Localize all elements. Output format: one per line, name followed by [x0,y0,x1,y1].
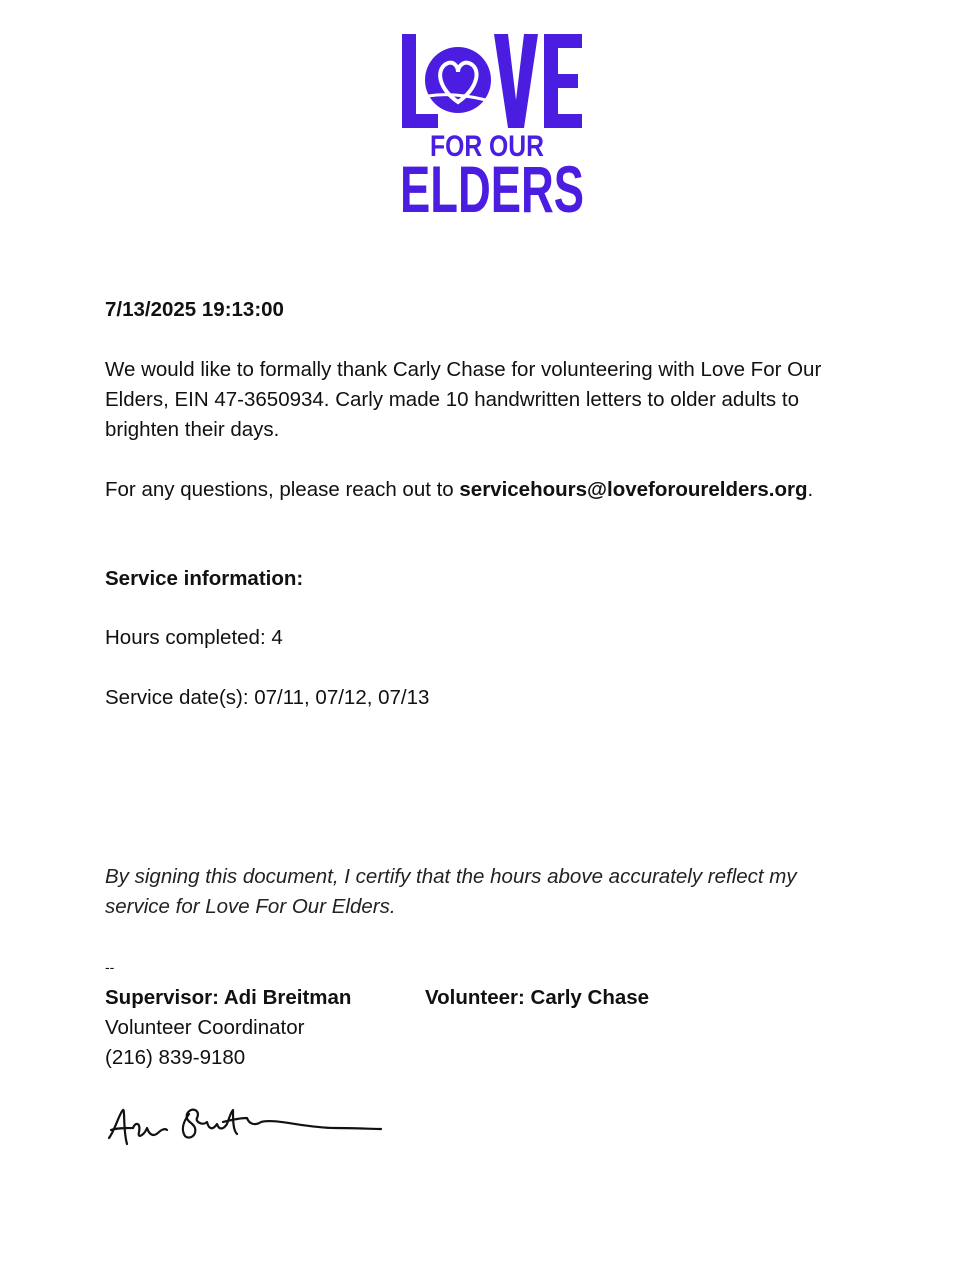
thank-you-paragraph: We would like to formally thank Carly Chase for volunteering with Love For Our Elders, EIN 47-3650934. Carly made 10 handwritten letters to older adults to brighten their days. [105,358,822,441]
supervisor-signature [105,1100,395,1165]
volunteer-name: Volunteer: Carly Chase [425,986,650,1009]
timestamp: 7/13/2025 19:13:00 [105,298,284,321]
signature-scribble [105,1100,395,1160]
logo-graphic [398,30,588,220]
logo-line3: ELDERS [400,152,584,220]
love-for-our-elders-logo [398,30,588,220]
volunteer-block [425,983,649,1013]
supervisor-phone: (216) 839-9180 [105,1046,246,1069]
contact-line [105,475,813,505]
logo-line2: FOR OUR [430,130,545,163]
supervisor-title: Volunteer Coordinator [105,1016,305,1039]
service-heading: Service information: [105,567,304,590]
hours-completed: Hours completed: 4 [105,626,283,649]
contact-suffix: . [807,478,814,501]
supervisor-name: Supervisor: Adi Breitman [105,986,352,1009]
contact-prefix: For any questions, please reach out to [105,478,460,501]
service-dates: Service date(s): 07/11, 07/12, 07/13 [105,686,430,709]
supervisor-block [105,983,351,1073]
certification-statement: By signing this document, I certify that the hours above accurately reflect my service for Love For Our Elders. [105,865,797,918]
contact-email-link[interactable]: servicehours@loveforourelders.org [459,478,808,501]
separator: -- [105,959,115,975]
